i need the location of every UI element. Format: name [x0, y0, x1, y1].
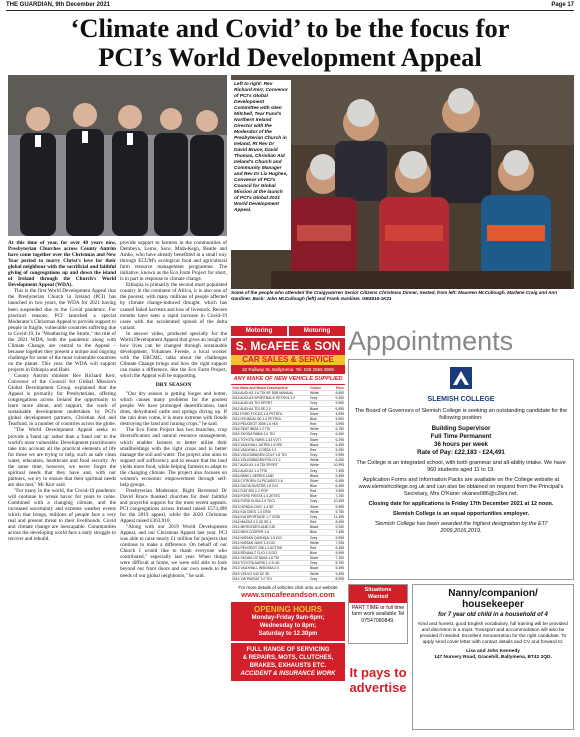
nanny-title-line-1: Nanny/companion/	[448, 588, 538, 599]
vehicle-colour: White	[310, 540, 319, 545]
article-paragraph	[8, 288, 116, 373]
vehicle-description: 2015 MAZDA 3 2.2D SE-L	[232, 520, 272, 525]
dealer-subtitle: CAR SALES & SERVICE	[231, 355, 345, 365]
vehicle-description: 2014 TOYOTA YARIS 1.33 VVTI	[232, 437, 281, 442]
services-line-4: ACCIDENT & INSURANCE WORK	[240, 670, 336, 677]
application-info: Application Forms and Information Packs are available on the College website at www.slemishcollege.org.uk and can also be obtained on request from the Principal's Secretary, Mrs O'Kane: okanes086@c2kni.net.	[358, 477, 564, 497]
launch-photo	[8, 75, 227, 236]
vehicle-price: 6,450	[335, 432, 344, 437]
vehicle-colour: Grey	[310, 396, 318, 401]
vehicle-colour: Blue	[310, 483, 317, 488]
appointments-intro: The Board of Governors of Slemish College is seeking an outstanding candidate for the following position:	[354, 408, 568, 421]
website-note: For more details of vehicles click onto our website	[238, 584, 338, 590]
vehicle-description: 2013 HONDA CIVIC 1.4 SE	[232, 504, 274, 509]
job-rate: Rate of Pay: £22,183 - £24,491	[417, 449, 505, 456]
vehicle-description: 2016 KIA SPORTAGE 1.7 CRDI	[232, 514, 281, 519]
vehicle-description: 2016 TOYOTA AURIS 1.4 D-4D	[232, 561, 280, 566]
vehicle-price: 8,750	[335, 561, 344, 566]
vehicle-price: 9,250	[335, 525, 344, 530]
vehicle-price: 7,495	[335, 530, 344, 535]
motoring-tab-1: Motoring	[231, 326, 287, 336]
headline-line-2: PCI’s World Development Appeal	[98, 42, 482, 72]
page-title	[10, 14, 570, 72]
vehicle-description: 2016 SEAT IBIZA 1.2 TSI	[232, 427, 271, 432]
vehicle-description: 2015 CITROEN C4 PICASSO 1.6	[232, 478, 283, 483]
paragraph-text: Ethiopia is primarily the second most populated country in the continent of Africa, it is also one of the poorest, with many millions of people affected by climate change-induced drought, which has caused failed harvests and loss of livestock. Recent months have seen a rapid increase in Covid-19 cases with the accelerated spread of the delta variant.	[120, 282, 227, 331]
vehicle-price: 10,495	[333, 499, 344, 504]
vehicle-colour: Blue	[310, 416, 317, 421]
article-paragraph	[120, 282, 227, 330]
pays-line-1: It pays to	[349, 665, 407, 680]
vehicle-price: 9,995	[335, 453, 344, 458]
situations-title	[349, 585, 407, 603]
vehicle-price: 8,650	[335, 391, 344, 396]
vehicle-price: 5,250	[335, 447, 344, 452]
vehicle-description: 2016 BMW 1 SERIES 116D	[232, 473, 274, 478]
vehicle-description: 2010 PEUGEOT 3008 1.6 HDI	[232, 422, 278, 427]
closing-date: Closing date for applications is Friday 17th December 2021 at 12 noon.	[368, 501, 554, 507]
subheading: DRY SEASON	[155, 382, 192, 389]
vehicle-colour: Grey	[310, 576, 318, 581]
vehicle-colour: Grey	[310, 401, 318, 406]
vehicle-description: 2016 AUDI A3 TDI SPORT	[232, 401, 273, 406]
vehicle-description: 2016 PEUGEOT 208 1.2 ACTIVE	[232, 545, 283, 550]
services-line-1: FULL RANGE OF SERVICING	[246, 646, 330, 653]
vehicle-colour: Silver	[310, 411, 319, 416]
vehicle-description: 2015 NISSAN QASHQAI 1.5 DCI	[232, 535, 282, 540]
opening-hours-wednesday: Wednesday to 8pm;	[259, 622, 317, 629]
paragraph-text: "The World Development Appeal seeks to provide a 'hand up' rather than a 'hand out' to the world's most vulnerable. Development practitioners take into account all the practical elements of life for those we are trying to help, such as safe clean water, education, healthcare and food security. At the same time, however, we never forget the spiritual needs that they have and, with our partners, we try to ensure that their spiritual needs are also met," Mr Kerr said.	[8, 427, 116, 488]
vehicle-description: 2015 RENAULT CLIO 1.5 DCI	[232, 551, 278, 555]
dealer-name: S. McAFEE & SON	[235, 339, 341, 353]
article-paragraph	[120, 427, 227, 487]
list-header-price: Price	[335, 386, 344, 390]
vehicle-colour: Silver	[310, 504, 319, 509]
vehicle-list	[231, 385, 345, 583]
paragraph-text: County Antrim minister Rev Richard Kerr, Convenor of the Council for Global Mission's Global Development Group, explained that the Appeal is primarily for Presbyterians, offering congregations across Ireland the opportunity to learn more about, and support, the work of sustainable development undertaken by PCI's global development partners, Christian Aid and Tearfund, in a number of countries across the globe.	[8, 373, 116, 428]
article-paragraph	[8, 240, 116, 288]
opening-hours-weekdays: Monday-Friday 9am-6pm;	[251, 614, 325, 621]
vehicle-price: 9,950	[335, 401, 344, 406]
job-role: Building Supervisor	[431, 425, 491, 432]
it-pays-to-advertise	[348, 650, 408, 730]
appointments-heading: Appointments	[348, 326, 514, 356]
nanny-body: Kind and honest, good English vocabulary, full training will be provided and discretion is a must. Transport and accommodation will also be provided if needed. Excellent remuneration for the right candidate. To apply send cover letter with contact details and CV and forward to:	[418, 622, 568, 645]
vehicle-price: 5,495	[335, 442, 344, 447]
vehicle-price: 6,295	[335, 437, 344, 442]
vehicle-colour: Silver	[310, 478, 319, 483]
vehicle-colour: Blue	[310, 530, 317, 535]
situations-wanted-advert	[348, 584, 408, 644]
vehicle-colour: Red	[310, 489, 317, 494]
vehicle-description: 2015 AUDI A3 SPORTBACK PETROL 1.2	[232, 396, 296, 401]
vehicle-colour: Red	[310, 447, 317, 452]
vehicle-description: 2013 MINI COOPER 1.6	[232, 530, 269, 535]
college-crest-icon	[448, 365, 474, 391]
vehicle-description: 2014 NISSAN JUKE 1.5 DCI	[232, 540, 276, 545]
paragraph-text: Presbyterian Moderator, Right Reverend Dr David Bruce thanked churches for their faithful and prayerful support for the most recent appeals. PCI congregations across Ireland raised £573,498 for the 2019 appeal, while the 2020 Christmas Appeal raised £363,910.	[120, 487, 227, 525]
vehicle-description: 2016 VOLKSWAGEN GOLF 1.6 TDI	[232, 453, 287, 458]
paragraph-text: "Along with our 2019 World Development Appeal, and our Christmas Appeal last year, PCI was able to raise nearly £1 million for projects that continue to make a difference. On behalf of our Church I would like to thank everyone who contributed," especially last year. When things were difficult at home, we were still able to look beyond our front doors and our own needs to the needs of our global neighbours," he said.	[120, 524, 227, 579]
slemish-college-advert	[348, 359, 574, 580]
vehicle-price: 9,495	[335, 473, 344, 478]
paragraph-text: The Eco Farm Project has two branches, crop diversification and natural resource management, which enables farmers to better utilise their smallholdings with the right crops and to better manage the soil and water. The project also aims to support self sufficiency and to ensure that the land yields more food, while helping farmers to adapt to the changing climate. The project also focuses on women's economic empowerment through self-help groups.	[120, 427, 227, 488]
launch-photo-caption: Left to right: Rev Richard Kerr, Convenor of PCI's Global Development Committee with Glen Mitchell, Tear Fund's Northern Ireland Director with the Moderator of the Presbyterian Church in Ireland, Rt Rev Dr David Bruce, David Thomas, Christian Aid Ireland's Church and Community Manager and Rev Dr Liz Hughes, Convenor of PCI's Council for Global Mission at the launch of PCI's Global 2021 World Development Appeal.	[231, 80, 291, 250]
nanny-subtitle: for 7 year old child in a household of 4	[438, 612, 548, 618]
any-make-banner: ANY MAKE OF NEW VEHICLE SUPPLIED	[231, 374, 345, 385]
vehicle-colour: Silver	[310, 437, 319, 442]
vehicle-price: 6,995	[335, 478, 344, 483]
article-paragraph	[120, 391, 227, 427]
vehicle-price: 8,995	[335, 576, 344, 581]
vehicle-price: 3,995	[335, 422, 344, 427]
vehicle-colour: White	[310, 458, 319, 463]
pays-line-2: advertise	[349, 680, 407, 695]
vehicle-colour: Blue	[310, 494, 317, 499]
paragraph-text: "For many in the world, the Covid-19 pandemic will continue to wreak havoc for years to come. Combined with a changing climate, and the increased uncertainty and extreme weather events which that brings, millions of people face a very real and present threat to their livelihoods. Covid and climate change are inescapable. Communities across the developing world face a daily struggle to recover and rebuild.	[8, 487, 116, 543]
opening-hours-title: OPENING HOURS	[253, 604, 322, 614]
nanny-contact-name: Lisa and John Kennedy	[466, 649, 520, 654]
job-type: Full Time Permanent	[430, 433, 492, 440]
article-column-1	[8, 240, 116, 735]
vehicle-price: 6,495	[335, 483, 344, 488]
vehicle-colour: Red	[310, 520, 317, 525]
motoring-advert	[231, 326, 345, 737]
opening-hours	[231, 602, 345, 641]
vehicle-colour: Black	[310, 525, 319, 530]
dealer-brand	[231, 338, 345, 374]
vehicle-description: 2014 KIA CEED 1.4 CRDI	[232, 509, 272, 514]
vehicle-price: 7,250	[335, 556, 344, 561]
list-header-vehicle: Year Make and Model Diesel/petrol	[232, 386, 288, 390]
vehicle-row	[232, 577, 344, 582]
article-column-2	[120, 240, 227, 735]
vehicle-description: 2015 SKODA FABIA 1.4 TDI	[232, 432, 275, 437]
nanny-title-line-2: housekeeper	[462, 599, 524, 610]
vehicle-colour: Grey	[310, 432, 318, 437]
vehicle-price: 8,495	[335, 520, 344, 525]
vehicle-price: 9,250	[335, 396, 344, 401]
college-description: The College is an integrated school, with both grammar and all-ability intake. We have 960 students aged 11 to 19.	[356, 460, 566, 473]
nanny-advert	[412, 584, 574, 730]
vehicle-colour: Blue	[310, 551, 317, 555]
vehicle-description: 2014 VW PASSAT 2.0 TDI	[232, 576, 272, 581]
situations-title-line-2: Wanted	[368, 594, 388, 600]
article-paragraph	[8, 488, 116, 542]
vehicle-colour: White	[310, 427, 319, 432]
vehicle-description: 2015 FORD KUGA 2.0 TDCI	[232, 499, 275, 504]
dealer-website-link[interactable]: www.smcafeeandson.com	[241, 589, 335, 599]
page-number: Page 17	[551, 2, 574, 8]
vehicle-colour: Red	[310, 545, 317, 550]
article-paragraph	[120, 240, 227, 282]
vehicle-price: 6,250	[335, 458, 344, 463]
vehicle-colour: Black	[310, 473, 319, 478]
headline-line-1: ‘Climate and Covid’ to be the focus for	[70, 13, 510, 43]
vehicle-price: 10,995	[333, 463, 344, 468]
vehicle-price: 6,495	[335, 545, 344, 550]
vehicle-description: 2011 FORD FOCUS 1.6 PETROL	[232, 411, 283, 416]
vehicle-price: 3,995	[335, 489, 344, 494]
vehicle-colour: Silver	[310, 556, 319, 561]
vehicle-description: 2012 FIAT 500 1.2 POP	[232, 489, 268, 494]
college-name: SLEMISH COLLEGE	[427, 396, 495, 403]
vehicle-colour: Red	[310, 422, 317, 427]
vehicle-price: 11,495	[333, 514, 344, 519]
publication-date: THE GUARDIAN, 9th December 2021	[6, 2, 111, 8]
vehicle-colour: Grey	[310, 535, 318, 540]
vehicle-colour: Grey	[310, 453, 318, 458]
vehicle-description: 2013 VAUXHALL INSIGNIA 2.0	[232, 566, 280, 571]
vehicle-price: 6,995	[335, 406, 344, 411]
vehicle-description: 2014 HYUNDAI I30 1.4 PETROL	[232, 416, 282, 421]
services-banner	[231, 643, 345, 681]
vehicle-price: 7,250	[335, 494, 344, 499]
paragraph-text: In answer video, produced specially for the World Development Appeal that gives an insight of how lives can be changed through sustainable development, Yohannes Ferede, a local worker with the ERCMC, talks about the challenges Climate Change brings and how the right support can make a difference, like the Eco Farm Project, which the Appeal will be supporting.	[120, 330, 227, 380]
vehicle-description: 2016 FORD FIESTA 1.0 ZETEC	[232, 494, 281, 499]
vehicle-description: 2014 DACIA DUSTER 1.5 DCI	[232, 483, 278, 488]
vehicle-price: 9,495	[335, 571, 344, 576]
dealer-address: 32 Railway St, Ballymena. Tel. 028 2565 3909	[242, 367, 334, 372]
article-paragraph	[120, 488, 227, 524]
motoring-tab-2: Motoring	[289, 326, 345, 336]
vehicle-colour: Black	[310, 406, 319, 411]
vehicle-price: 4,995	[335, 411, 344, 416]
vehicle-price: 6,750	[335, 427, 344, 432]
vehicle-description: 2013 VAUXHALL ASTRA 1.6 SRI	[232, 442, 282, 447]
lead-paragraph: At this time of year, for over 40 years now, Presbyterian Churches across County Antrim have come together over the Christmas and New Year period to marry Christ's love for their global neighbour with the sacrificial and faithful giving of congregations up and down the island of Ireland through the Church's World Development Appeal (WDA).	[8, 240, 116, 289]
services-line-3: BRAKES, EXHAUSTS ETC.	[249, 662, 327, 669]
vehicle-description: 2016 AUDI A3 1.6 TDI SE 5DR MANUAL	[232, 391, 294, 396]
vehicle-description: 2017 AUDI A1 1.6 TDI SPORT	[232, 463, 278, 468]
equal-opportunities: Slemish College is an equal opportunities employer.	[392, 511, 530, 517]
vehicle-price: 7,295	[335, 540, 344, 545]
eti-award: 'Slemish College has been awarded the highest designation by the ETI' 2009,2016,2019.	[374, 521, 548, 534]
nanny-contact-address: 147 Nursery Road, Gracehill, Ballymena, BT42 2QD.	[434, 655, 552, 660]
list-header-colour: Colour	[310, 386, 321, 390]
vehicle-price: 5,995	[335, 551, 344, 555]
opening-hours-saturday: Saturday to 12.30pm	[258, 630, 318, 637]
vehicle-colour: White	[310, 509, 319, 514]
vehicle-colour: Grey	[310, 514, 318, 519]
vehicle-description: 2013 AUDI A1 1.4 TFSI	[232, 468, 268, 473]
vehicle-description: 2012 AUDI A4 TDI SE 2.0	[232, 406, 271, 411]
vehicle-price: 5,995	[335, 504, 344, 509]
situations-title-line-1: Situations	[364, 587, 392, 593]
vehicle-colour: White	[310, 391, 319, 396]
job-hours: 36 hours per week	[434, 441, 488, 448]
vehicle-description: 2014 SKODA OCTAVIA 1.6 TDI	[232, 556, 280, 561]
situations-body: PART TIME or full time farm work available Tel 07547080849.	[351, 605, 405, 624]
article-paragraph	[120, 524, 227, 578]
vehicle-colour: Grey	[310, 561, 318, 566]
vehicle-colour: Grey	[310, 468, 318, 473]
article-paragraph	[8, 427, 116, 487]
vehicle-colour: White	[310, 571, 319, 576]
vehicle-colour: Black	[310, 566, 319, 571]
vehicle-description: 2015 VAUXHALL CORSA 1.2	[232, 447, 277, 452]
vehicle-colour: Black	[310, 442, 319, 447]
vehicle-colour: Grey	[310, 499, 318, 504]
article-paragraph	[8, 373, 116, 427]
vehicle-price: 5,750	[335, 509, 344, 514]
paragraph-text: provide support to farmers in the communities of Dembeya, Lemo, Soro, Mida-Kegn, Beatle and Ambo, who have already benefitted in a small way through ECUM's ecological food and agricultural farm resource management programme. The initiative, known as the Eco Farm Project for short, is in part in response to climate change.	[120, 240, 227, 283]
paragraph-text: "Our dry season is getting longer and hotter, which causes many problems for the poorest people. We have prolonged desertification, land dries, dehydrated cattle and springs drying up. If the rain does come, it is more extreme with floods destroying the land and ruining crops," he said.	[120, 391, 227, 428]
slemish-college-logo	[416, 365, 506, 404]
senior-citizens-caption: Some of the people who attended the Craigywarren Senior Citizens Christmas Dinner, Seated, from left: Maureen McCullough, Marlene Craig and Ann Gardiner. Back: John McCullough (left) and Frank Gardiner. GB4916-1K21	[231, 290, 558, 301]
vehicle-price: 5,950	[335, 416, 344, 421]
article-paragraph	[120, 331, 227, 379]
services-line-2: & REPAIRS, MOTS, CLUTCHES,	[242, 654, 334, 661]
vehicle-price: 9,995	[335, 535, 344, 540]
vehicle-description: 2015 VOLVO V40 D2 SE	[232, 571, 270, 576]
vehicle-description: 2014 MERCEDES A180 CDI	[232, 525, 276, 530]
vehicle-price: 7,495	[335, 468, 344, 473]
vehicle-colour: White	[310, 463, 319, 468]
vehicle-description: 2014 VOLKSWAGEN POLO 1.2	[232, 458, 281, 463]
paragraph-text: This is the first World Development Appeal that the Presbyterian Church in Ireland (PCI) has launched in two years, the WDA for 2021 having been suspended due to the Covid pandemic. For practical reasons, PCI launched a special Moderator's Christmas Appeal to provide support to people in fragile, vulnerable countries suffering due to Covid-19. In "Weathering the Storm," the title of the 2021 WDA, both the pandemic along with Climate Change, are central to the Appeal – because together they present a unique and ongoing challenge for some of the most vulnerable countries on the planet. This year, the WDA will support projects in Ethiopia and Haiti.	[8, 288, 116, 373]
page-header	[6, 2, 574, 11]
vehicle-price: 5,495	[335, 566, 344, 571]
